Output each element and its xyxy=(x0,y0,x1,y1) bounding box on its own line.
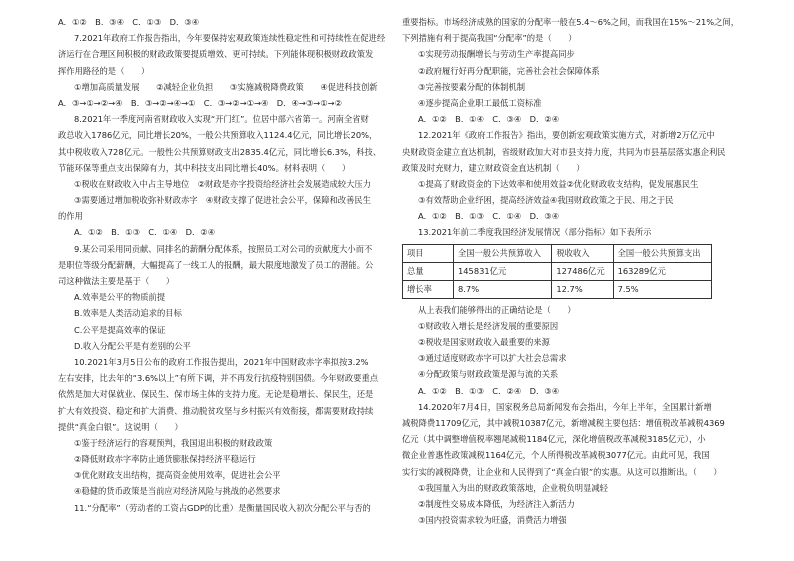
right-column xyxy=(402,14,752,528)
text-line: 司这种做法主要是基于（ ） xyxy=(58,276,175,286)
text-line: ②税收是国家财政收入最重要的来源 xyxy=(418,337,550,347)
text-line: ③完善按要素分配的体制机制 xyxy=(418,81,526,92)
table-header-cell: 项目 xyxy=(403,244,454,262)
text-line: 提供“真金白银”。这说明（ ） xyxy=(58,421,183,432)
text-line: 济运行在合理区间积极的财政政策要提质增效、更可持续。下列能体现积极财政政策发 xyxy=(58,49,374,60)
text-line: ③国内投资需求较为旺盛，消费活力增强 xyxy=(418,515,567,526)
text-line: 挥作用路径的是（ ） xyxy=(58,65,150,76)
text-line: ①我国量入为出的财政政策落地，企业税负明显减轻 xyxy=(418,482,608,493)
text-line: 其中税收收入728亿元。一般性公共预算财政支出2835.4亿元，同比增长6.3%，科技、 xyxy=(58,146,382,157)
text-line: ③需要通过增加税收弥补财政赤字 ④财政支撑了促进社会公平，保障和改善民生 xyxy=(74,195,371,206)
text-line: A．①② B．③④ C．①③ D．③④ xyxy=(58,17,200,27)
text-line: 政总收入1786亿元，同比增长20%，一般公共预算收入1124.4亿元，同比增长20%， xyxy=(58,130,378,141)
text-line: ①实现劳动报酬增长与劳动生产率提高同步 xyxy=(418,49,575,60)
text-line: ④稳健的货币政策是当前应对经济风险与挑战的必然要求 xyxy=(74,486,281,497)
text-line: D.收入分配公平是有差别的公平 xyxy=(74,340,191,351)
text-line: ②制度性交易成本降低，为经济注入新活力 xyxy=(418,498,575,509)
text-line: 重要指标。市场经济成熟的国家的分配率一般在5.4～6%之间，而我国在15%～21%之间， xyxy=(402,17,740,27)
right-column-top xyxy=(402,14,752,241)
text-line: ②降低财政赤字率防止通货膨胀保持经济平稳运行 xyxy=(74,454,256,465)
text-line: 依然是加大对保就业、保民生、保市场主体的支持力度。无论是稳增长、保民生，还是 xyxy=(58,389,374,400)
text-line: 14.2020年7月4日，国家税务总局新闻发布会指出，今年上半年，全国累计新增 xyxy=(418,401,712,412)
text-line: 是职位等级分配薪酬，大幅提高了一线工人的报酬，最大限度地激发了员工的潜能。公 xyxy=(58,259,374,270)
table-row xyxy=(403,280,712,298)
table-header-cell: 全国一般公共预算支出 xyxy=(613,244,711,262)
text-line: 从上表我们能够得出的正确结论是（ ） xyxy=(418,304,576,315)
table-cell: 总量 xyxy=(403,262,454,280)
text-line: A．①② B．①④ C．③④ D．②④ xyxy=(418,114,560,125)
text-line: 政策及时充财力，建立财政资金直达机制（ ） xyxy=(402,162,585,173)
table-header-cell: 全国一般公共预算收入 xyxy=(454,244,552,262)
table-cell: 163289亿元 xyxy=(613,262,711,280)
text-line: A．①② B．①③ C．①④ D．③④ xyxy=(418,211,560,222)
text-line: 亿元（其中调整增值税率翘尾减税1184亿元，深化增值税改革减税3185亿元），小 xyxy=(402,434,706,445)
text-line: B.效率是人类活动追求的目标 xyxy=(74,308,182,319)
text-line: 微企业普惠性政策减税1164亿元，个人所得税改革减税3077亿元。由此可见，我国 xyxy=(402,450,710,461)
economic-data-table xyxy=(402,244,712,299)
text-line: 8.2021年一季度河南省财政收入实现“开门红”。位居中部六省第一。河南全省财 xyxy=(74,114,369,125)
text-line: 扩大有效投资、稳定和扩大消费、推动脱贫攻坚与乡村振兴有效衔接，都需要财政持续 xyxy=(58,405,374,416)
table-cell: 145831亿元 xyxy=(454,262,552,280)
text-line: ①增加高质量发展 ②减轻企业负担 ③实施减税降费政策 ④促进科技创新 xyxy=(74,81,378,92)
table-header-row xyxy=(403,244,712,262)
table-cell: 8.7% xyxy=(454,280,552,298)
text-line: 左右安排，比去年的“3.6%以上”有所下调，并不再发行抗疫特别国债。今年财政要重点 xyxy=(58,373,379,384)
right-column-bottom xyxy=(402,302,752,529)
table-header-cell: 税收收入 xyxy=(552,244,613,262)
table-cell: 增长率 xyxy=(403,280,454,298)
table-cell: 7.5% xyxy=(613,280,711,298)
text-line: 实行实的减税降费，让企业和人民得到了“真金白银”的实惠。从这可以推断出。（ ） xyxy=(402,466,722,477)
table-row xyxy=(403,262,712,280)
text-line: 的作用 xyxy=(58,211,83,222)
text-line: C.公平是提高效率的保证 xyxy=(74,324,166,335)
text-line: 7.2021年政府工作报告指出，今年要保持宏观政策连续性稳定性和可持续性在促进经 xyxy=(74,33,386,44)
text-line: 12.2021年《政府工作报告》指出，要创新宏观政策实施方式，对新增2万亿元中 xyxy=(418,130,715,141)
text-line: ①提高了财政资金的下达效率和使用效益②优化财政收支结构，促发展惠民生 xyxy=(418,178,699,189)
text-line: A．①② B．①③ C．②④ D．③④ xyxy=(418,385,560,396)
text-line: ②政府履行好再分配职能，完善社会社会保障体系 xyxy=(418,65,600,76)
text-line: ④逐步提高企业职工最低工资标准 xyxy=(418,97,542,108)
text-line: ④分配政策与财政政策是源与流的关系 xyxy=(418,369,559,380)
text-line: 10.2021年3月5日公布的政府工作报告提出，2021年中国财政赤字率拟按3.2% xyxy=(74,356,369,367)
text-line: ③有效帮助企业纾困，提高经济效益④我国财政政策之于民、用之于民 xyxy=(418,195,674,206)
text-line: 下列措施有利于提高我国“分配率”的是（ ） xyxy=(402,33,577,44)
text-line: 9.某公司采用同贡献、同排名的薪酬分配体系，按照员工对公司的贡献度大小而不 xyxy=(74,243,373,254)
text-line: 央财政资金建立直达机制，省级财政加大对市县支持力度，共同为市县基层落实惠企利民 xyxy=(402,146,726,157)
text-line: A.效率是公平的物质前提 xyxy=(74,292,166,303)
text-line: ③通过适度财政赤字可以扩大社会总需求 xyxy=(418,353,567,364)
text-line: ①鉴于经济运行的容观预判，我国退出积极的财政政策 xyxy=(74,437,273,448)
text-line: 节能环保等重点支出保障有力，其中科技支出同比增长40%。材料表明（ ） xyxy=(58,162,351,173)
text-line: 13.2021年前二季度我国经济发展情况（部分指标）如下表所示 xyxy=(418,227,652,238)
text-line: ①财政收入增长是经济发展的重要原因 xyxy=(418,320,559,331)
table-cell: 12.7% xyxy=(552,280,613,298)
left-column xyxy=(58,14,394,516)
text-line: A．①② B．①③ C．①④ D．②④ xyxy=(74,227,216,238)
text-line: 11.“分配率”（劳动者的工资占GDP的比重）是衡量国民收入初次分配公平与否的 xyxy=(74,502,371,513)
table-cell: 127486亿元 xyxy=(552,262,613,280)
text-line: ③优化财政支出结构，提高资金使用效率，促进社会公平 xyxy=(74,470,281,481)
text-line: 减税降费11709亿元，其中减税10387亿元，新增减税主要包括：增值税改革减税4369 xyxy=(402,417,725,428)
text-line: ①税收在财政收入中占主导地位 ②财政是亦字投资给经济社会发展造成较大压力 xyxy=(74,178,371,189)
text-line: A．③→①→②→④ B．③→②→④→① C．③→②→①→④ D．④→③→①→② xyxy=(58,97,343,108)
